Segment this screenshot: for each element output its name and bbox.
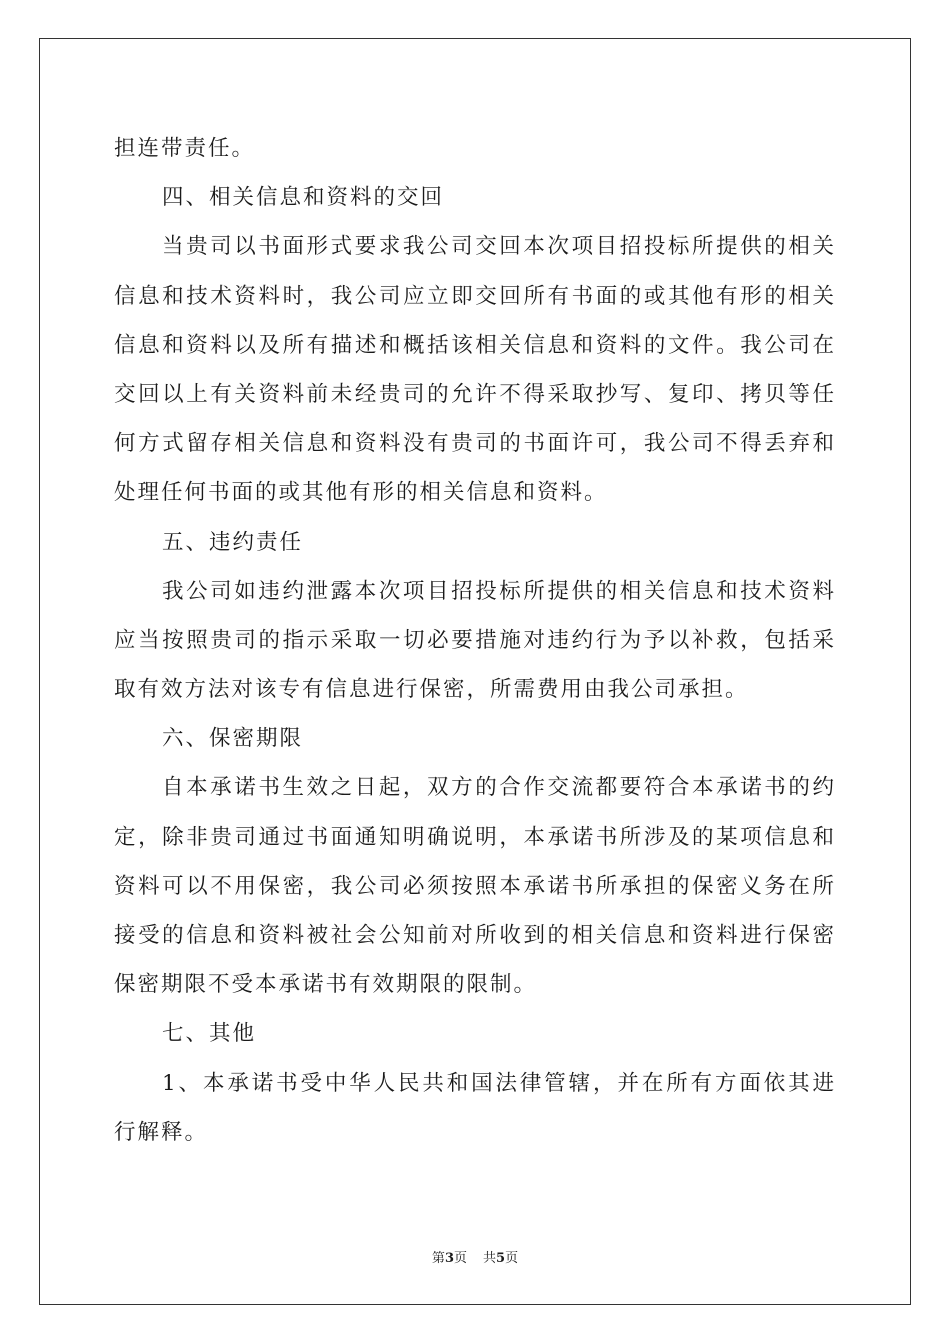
section-heading: 四、相关信息和资料的交回: [162, 185, 445, 211]
text-line: 1、本承诺书受中华人民共和国法律管辖，并在所有方面依其进: [162, 1070, 836, 1096]
page-footer: [0, 1247, 950, 1266]
text-line: 处理任何书面的或其他有形的相关信息和资料。: [114, 480, 608, 506]
text-line: 何方式留存相关信息和资料没有贵司的书面许可，我公司不得丢弃和: [114, 431, 836, 457]
document-body: [114, 124, 836, 1157]
text-line: 行解释。: [114, 1119, 209, 1145]
text-line: 应当按照贵司的指示采取一切必要措施对违约行为予以补救，包括采: [114, 627, 836, 653]
text-line: 取有效方法对该专有信息进行保密，所需费用由我公司承担。: [114, 677, 749, 703]
text-line: 我公司如违约泄露本次项目招投标所提供的相关信息和技术资料: [162, 578, 836, 604]
section-heading: 五、违约责任: [162, 529, 304, 555]
total-label-suffix: 页: [505, 1251, 519, 1266]
text-line: 接受的信息和资料被社会公知前对所收到的相关信息和资料进行保密: [114, 923, 836, 948]
text-line: 担连带责任。: [114, 136, 256, 161]
text-line: 信息和资料以及所有描述和概括该相关信息和资料的文件。我公司在: [114, 332, 836, 358]
text-line: 资料可以不用保密，我公司必须按照本承诺书所承担的保密义务在所: [114, 873, 836, 899]
text-line: 交回以上有关资料前未经贵司的允许不得采取抄写、复印、拷贝等任: [114, 381, 836, 407]
text-line: 定，除非贵司通过书面通知明确说明，本承诺书所涉及的某项信息和: [114, 824, 836, 850]
text-line: 信息和技术资料时，我公司应立即交回所有书面的或其他有形的相关: [114, 283, 836, 309]
section-heading: 七、其他: [162, 1021, 257, 1047]
total-label-prefix: 共: [483, 1251, 497, 1266]
text-line: 当贵司以书面形式要求我公司交回本次项目招投标所提供的相关: [162, 234, 836, 260]
page-label-suffix: 页: [453, 1251, 467, 1266]
total-pages: 5: [496, 1251, 506, 1266]
page-label-prefix: 第: [431, 1251, 445, 1266]
text-line: 自本承诺书生效之日起，双方的合作交流都要符合本承诺书的约: [162, 775, 836, 801]
page-number: 3: [444, 1251, 454, 1266]
section-heading: 六、保密期限: [162, 726, 304, 752]
text-line: 保密期限不受本承诺书有效期限的限制。: [114, 972, 538, 998]
